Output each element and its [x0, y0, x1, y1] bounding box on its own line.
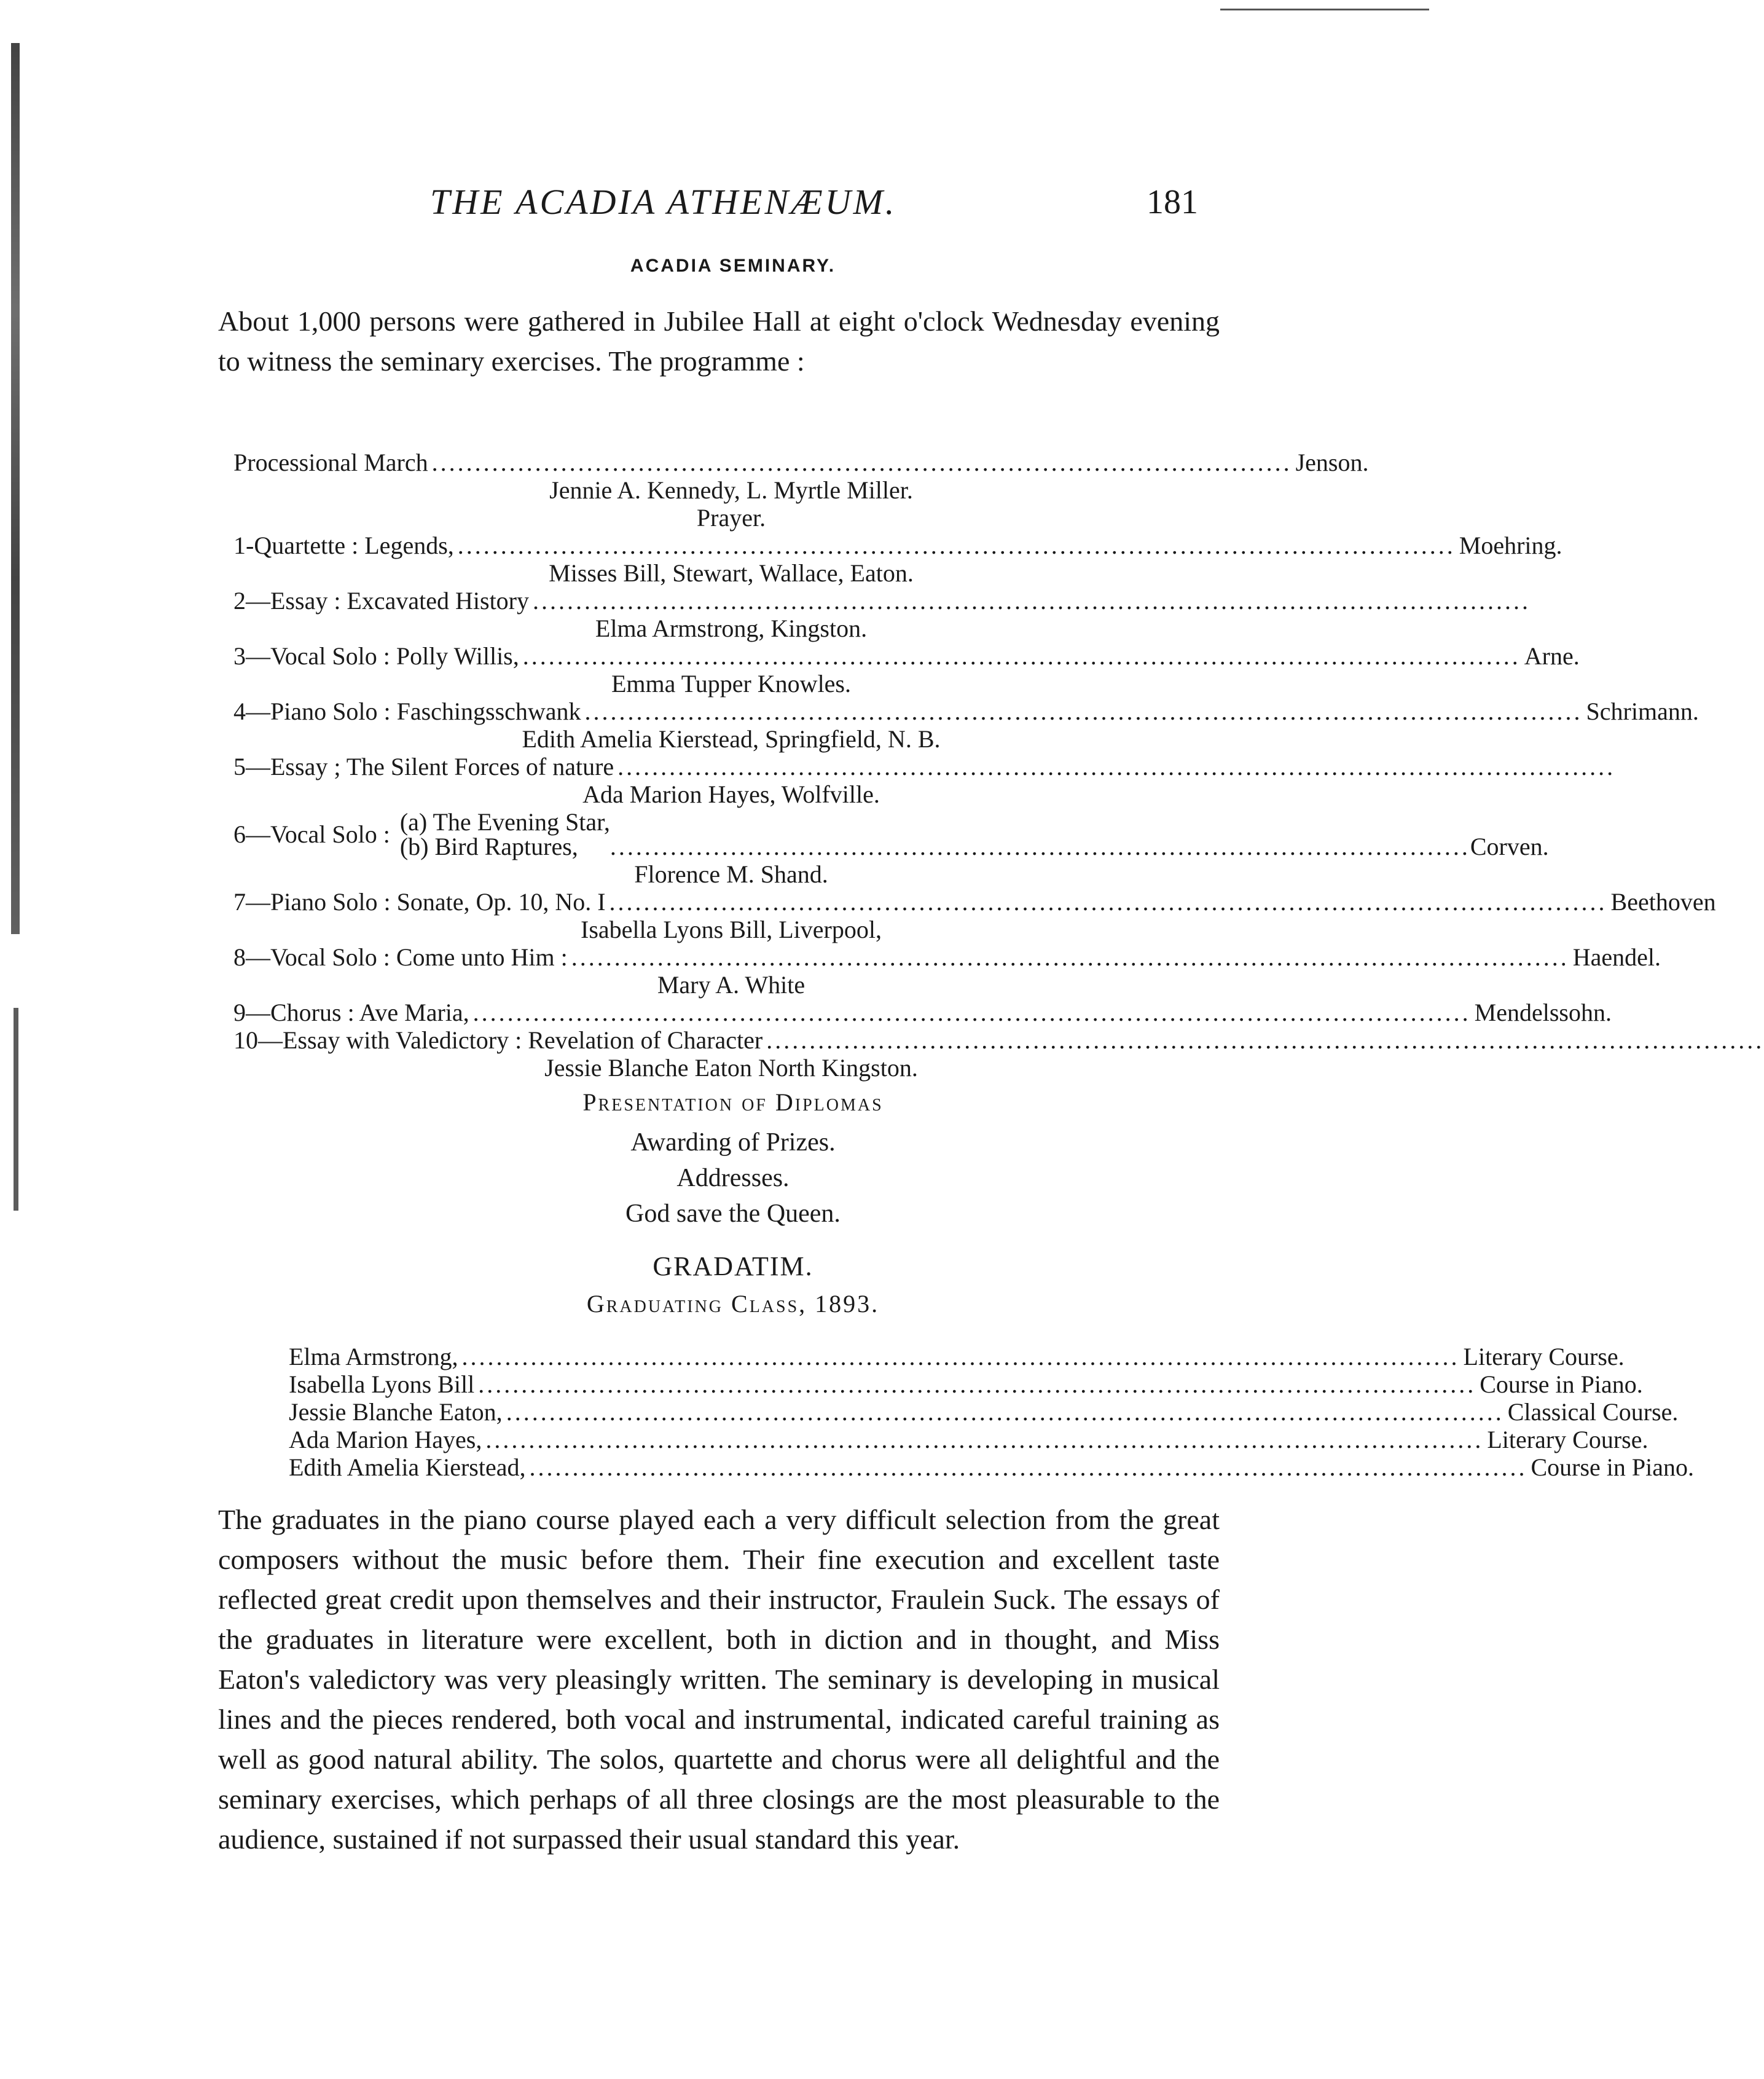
dot-leader: ....................................................................................................................	[485, 1426, 1484, 1453]
programme-item-title: 7—	[233, 888, 270, 916]
programme-item	[233, 642, 1580, 670]
programme-item	[233, 943, 1661, 971]
programme-list	[233, 449, 1764, 1082]
programme-item-credit: Edith Amelia Kierstead, Springfield, N. B.	[522, 725, 941, 753]
dot-leader: ....................................................................................................................	[522, 642, 1521, 670]
dot-leader: ....................................................................................................................	[461, 1343, 1460, 1370]
programme-item-credit: Elma Armstrong, Kingston.	[595, 615, 868, 642]
programme-item-composer: Beethoven	[1610, 888, 1716, 916]
dot-leader: ....................................................................................................	[610, 833, 1470, 860]
dot-leader: ....................................................................................................................	[533, 587, 1531, 615]
programme-item-text: Essay with Valedictory : Revelation of Character	[283, 1026, 763, 1054]
programme-item-composer: Haendel.	[1572, 943, 1661, 971]
programme-item-text: Piano Solo : Sonate, Op. 10, No. I	[270, 888, 606, 916]
programme-item-title: 6—Vocal Solo :	[233, 820, 390, 848]
awarding-line: Awarding of Prizes.	[630, 1128, 836, 1157]
programme-item-title: 5—	[233, 753, 270, 780]
programme-item-title: 9—	[233, 999, 270, 1026]
dot-leader: ....................................................................................................	[431, 449, 1292, 476]
programme-item-title: 3—	[233, 642, 270, 670]
graduate-name: Isabella Lyons Bill	[289, 1370, 475, 1398]
programme-prayer: Prayer.	[696, 504, 766, 532]
dot-leader: ....................................................................................................................	[529, 1453, 1527, 1481]
intro-paragraph: About 1,000 persons were gathered in Jubilee Hall at eight o'clock Wednesday evening to witness the seminary exercises. The programme :	[218, 305, 1220, 377]
scan-top-rule	[1220, 9, 1429, 10]
programme-items-group	[233, 532, 1699, 808]
programme-item-heading	[233, 532, 458, 559]
programme-item	[233, 888, 1716, 916]
programme-item-heading	[233, 698, 585, 725]
programme-item-title: 4—	[233, 698, 270, 725]
programme-items-group	[233, 888, 1764, 1082]
programme-item-composer: Schrimann.	[1586, 698, 1699, 725]
programme-item-6	[233, 808, 1549, 860]
presentation-heading: Presentation of Diplomas	[582, 1088, 884, 1116]
programme-item-credit: Ada Marion Hayes, Wolfville.	[582, 780, 880, 808]
programme-item-text: Essay ; The Silent Forces of nature	[270, 753, 614, 780]
programme-item-heading	[233, 1026, 766, 1054]
programme-item-title: 1-	[233, 532, 254, 559]
programme-item	[233, 532, 1562, 559]
programme-item	[233, 753, 1616, 780]
programme-item-composer: Jenson.	[1295, 449, 1369, 476]
scan-binding-edge	[11, 43, 20, 934]
gradatim-heading: GRADATIM.	[653, 1251, 813, 1281]
dot-leader: ....................................................................................................................	[766, 1026, 1764, 1054]
graduate-course: Course in Piano.	[1531, 1453, 1694, 1481]
dot-leader: ....................................................................................................................	[571, 943, 1569, 971]
programme-item-credit: Jessie Blanche Eaton North Kingston.	[544, 1054, 918, 1082]
dot-leader: ....................................................................................................................	[609, 888, 1607, 916]
programme-item-pieces	[400, 810, 610, 859]
programme-item-text: Vocal Solo : Polly Willis,	[270, 642, 519, 670]
dot-leader: ....................................................................................................................	[584, 698, 1583, 725]
programme-item-composer: Arne.	[1524, 642, 1580, 670]
graduate-name: Ada Marion Hayes,	[289, 1426, 482, 1453]
programme-item	[233, 1026, 1764, 1054]
graduating-class-heading: Graduating Class, 1893.	[586, 1290, 880, 1318]
programme-item-credit: Isabella Lyons Bill, Liverpool,	[581, 916, 882, 943]
programme-item-text: Piano Solo : Faschingsschwank	[270, 698, 581, 725]
programme-item-heading	[233, 943, 571, 971]
programme-item-composer: Corven.	[1470, 833, 1549, 860]
section-title: ACADIA SEMINARY.	[630, 256, 836, 276]
programme-item-text: Vocal Solo : Come unto Him :	[270, 943, 568, 971]
piece-b: (b) Bird Raptures,	[399, 832, 578, 860]
dot-leader: ....................................................................................................................	[617, 753, 1616, 780]
programme-item-performers: Jennie A. Kennedy, L. Myrtle Miller.	[549, 476, 913, 504]
graduate-row	[289, 1398, 1679, 1426]
graduate-course: Literary Course.	[1487, 1426, 1648, 1453]
programme-item-composer: Moehring.	[1459, 532, 1562, 559]
dot-leader: ....................................................................................................................	[478, 1370, 1476, 1398]
programme-item-heading	[233, 587, 533, 615]
graduate-row	[289, 1343, 1625, 1370]
programme-item-heading	[233, 753, 617, 780]
closing-paragraph: The graduates in the piano course played each a very difficult selection from the great composers without the music before them. Their fine execution and excellent taste reflected great credit upon themselves and their instructor, Fraulein Suck. The essays of the graduates in literature were excellent, both in diction and in thought, and Miss Eaton's valedictory was very pleasingly written. The seminary is developing in musical lines and the pieces rendered, both vocal and instrumental, indicated careful training as well as good natural ability. The solos, quartette and chorus were all delightful and the seminary exercises, which perhaps of all three closings are the most pleasurable to the audience, sustained if not surpassed their usual standard this year.	[218, 1504, 1220, 1855]
anthem-line: God save the Queen.	[625, 1200, 841, 1228]
dot-leader: ....................................................................................................................	[472, 999, 1471, 1026]
programme-item-credit: Misses Bill, Stewart, Wallace, Eaton.	[549, 559, 914, 587]
programme-item-text: Quartette : Legends,	[254, 532, 454, 559]
programme-item-credit: Mary A. White	[657, 971, 806, 999]
graduate-row	[289, 1370, 1643, 1398]
dot-leader: ....................................................................................................................	[457, 532, 1456, 559]
programme-item-processional	[233, 449, 1369, 476]
running-header	[430, 181, 1198, 237]
running-title: THE ACADIA ATHENÆUM.	[430, 182, 897, 222]
dot-leader: ....................................................................................................................	[506, 1398, 1504, 1426]
graduate-row	[289, 1426, 1648, 1453]
graduate-name: Edith Amelia Kierstead,	[289, 1453, 526, 1481]
programme-item	[233, 587, 1531, 615]
programme-item-heading	[233, 888, 610, 916]
programme-item-title: 10—	[233, 1026, 283, 1054]
graduate-row	[289, 1453, 1694, 1481]
programme-item-composer: Mendelssohn.	[1474, 999, 1612, 1026]
addresses-line: Addresses.	[676, 1164, 790, 1192]
programme-item-text: Essay : Excavated History	[270, 587, 529, 615]
graduate-name: Jessie Blanche Eaton,	[289, 1398, 503, 1426]
programme-item-heading	[233, 999, 473, 1026]
programme-item-text: Chorus : Ave Maria,	[270, 999, 469, 1026]
programme-item-title: 2—	[233, 587, 270, 615]
page-number: 181	[1147, 183, 1198, 221]
programme-item	[233, 698, 1699, 725]
programme-item	[233, 999, 1612, 1026]
programme-item-title: 8—	[233, 943, 270, 971]
graduates-list	[289, 1343, 1694, 1481]
graduate-course: Literary Course.	[1463, 1343, 1625, 1370]
graduate-course: Course in Piano.	[1480, 1370, 1643, 1398]
programme-item-title: Processional March	[233, 449, 428, 476]
programme-item-credit: Florence M. Shand.	[634, 860, 828, 888]
programme-item-heading	[233, 642, 523, 670]
graduate-course: Classical Course.	[1507, 1398, 1679, 1426]
programme-item-credit: Emma Tupper Knowles.	[611, 670, 851, 698]
graduate-name: Elma Armstrong,	[289, 1343, 458, 1370]
piece-a: (a) The Evening Star,	[399, 808, 610, 836]
